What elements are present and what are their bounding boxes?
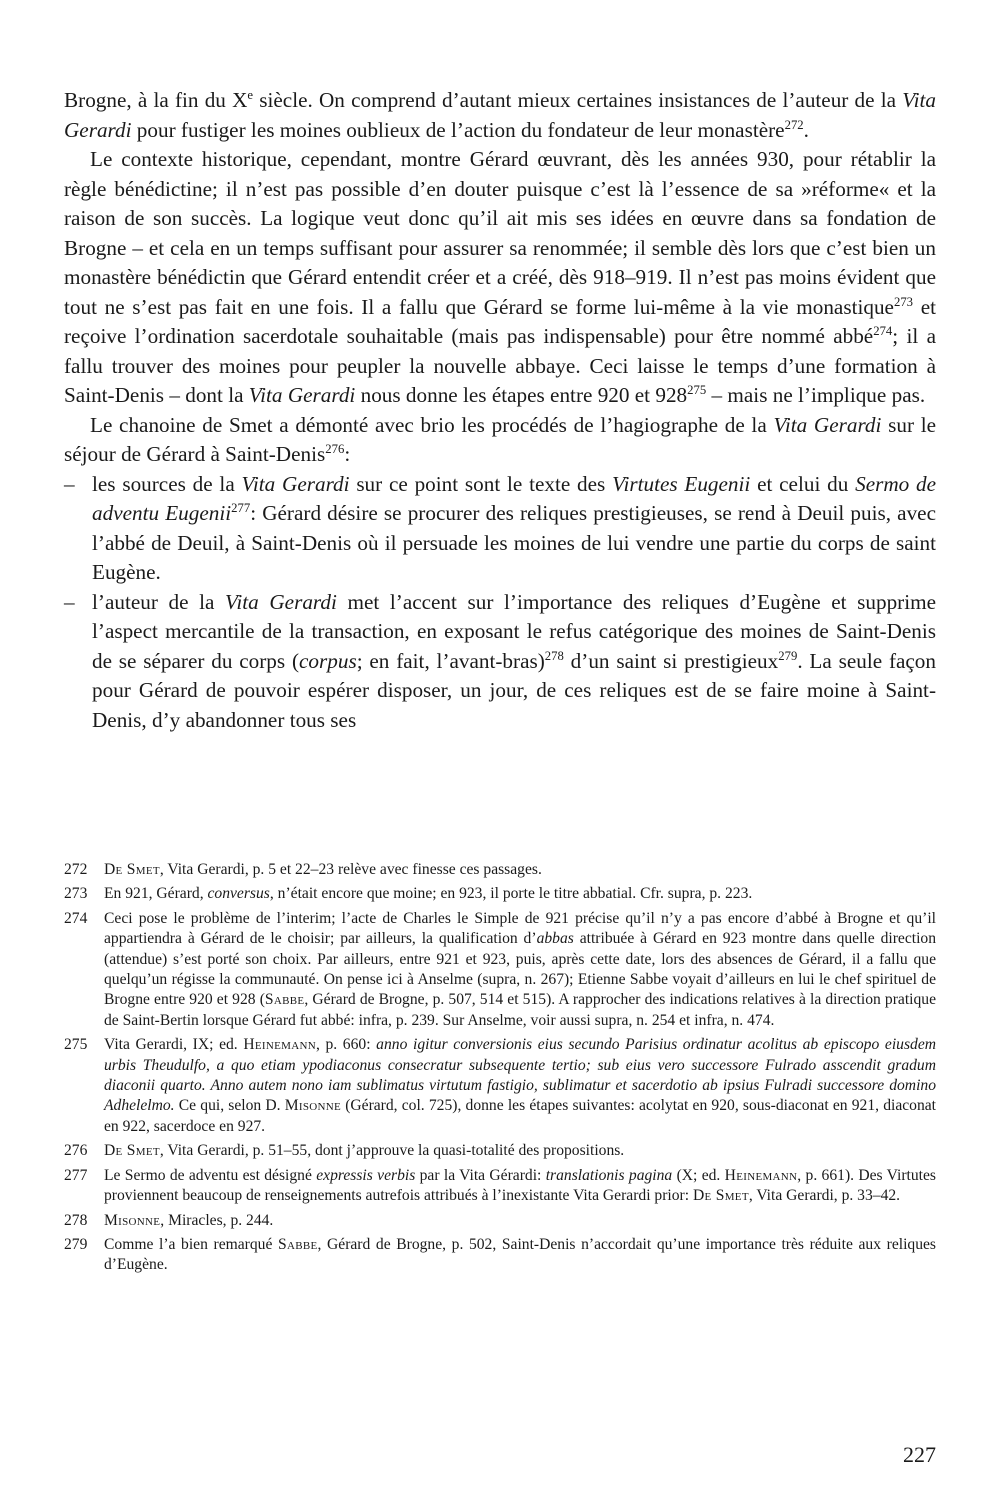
dash-bullet: – <box>64 471 75 496</box>
dash-bullet: – <box>64 589 75 614</box>
footnotes <box>64 860 936 1280</box>
list-item: – les sources de la Vita Gerardi sur ce point sont le texte des Virtutes Eugenii et celui du Sermo de adventu Eugenii$^{277}$: Gérard désire se procurer des reliques prestigieuses, se rend à Deuil puis, avec l’abbé de Deuil, à Saint-Denis où il persuade les moines de lui vendre une partie du corps de saint Eugène. <box>64 471 937 584</box>
footnote-277: 277 Le Sermo de adventu est désigné expressis verbis par la Vita Gérardi: translationis pagina (X; ed. Heinemann, p. 661). Des Virtutes proviennent beaucoup de renseignements autrefois attribués à l’inexistante Vita Gerardi prior: De Smet, Vita Gerardi, p. 33–42. <box>64 1166 936 1205</box>
footnote-275: 275 Vita Gerardi, IX; ed. Heinemann, p. 660: anno igitur conversionis eius secundo Parisius ordinatur acolitus ab episcopo eiusdem urbis Theudulfo, a quo etiam ypodiaconus consecratur subsequente tertio; sub eius vero successore Fulrado asscendit gradum diaconii quarto. Anno autem nono iam sublimatus virtutum fastigio, sublimatur et sacerdotio ab ipsius Fulradi successore domino Adhelelmo. Ce qui, selon D. Misonne (Gérard, col. 725), donne les étapes suivantes: acolytat en 920, sous-diaconat en 921, diaconat en 922, sacerdoce en 927. <box>64 1036 937 1135</box>
footnote-ref-276: 276 <box>325 441 345 456</box>
footnote-ref-273: 273 <box>893 294 914 309</box>
footnote-number: 277 <box>64 1166 88 1184</box>
footnote-number: 278 <box>64 1211 88 1229</box>
footnote-272: 272 De Smet, Vita Gerardi, p. 5 et 22–23 relève avec finesse ces passages. <box>64 860 936 880</box>
main-text <box>64 86 936 735</box>
footnote-ref-279: 279 <box>778 648 798 663</box>
page-number: 227 <box>903 1442 936 1467</box>
body-text <box>64 86 936 735</box>
footnote-279: 279 Comme l’a bien remarqué Sabbe, Gérard de Brogne, p. 502, Saint-Denis n’accordait qu’une importance très réduite aux reliques d’Eugène. <box>64 1235 936 1274</box>
footnote-ref-275: 275 <box>687 382 707 397</box>
footnote-ref-274: 274 <box>873 323 893 338</box>
footnote-278: 278 Misonne, Miracles, p. 244. <box>64 1211 936 1231</box>
footnote-273: 273 En 921, Gérard, conversus, n’était encore que moine; en 923, il porte le titre abbatial. Cfr. supra, p. 223. <box>64 884 936 904</box>
footnote-ref-277: 277 <box>231 500 251 515</box>
paragraph-2: Le contexte historique, cependant, montre Gérard œuvrant, dès les années 930, pour rétablir la règle bénédictine; il n’est pas possible d’en douter puisque c’est là l’essence de sa »réforme« et la raison de son succès. La logique veut donc qu’il ait mis ses idées en œuvre dans sa fondation de Brogne – et cela en un temps suffisant pour assurer sa renommée; il semble dès lors que c’est bien un monastère bénédictin que Gérard entendit créer et a créé, dès 918–919. Il n’est pas moins évident que tout ne s’est pas fait en une fois. Il a fallu que Gérard se forme lui-même à la vie monastique$^{273}$ et reçoive l’ordination sacerdotale souhaitable (mais pas indispensable) pour être nommé abbé$^{274}$; il a fallu trouver des moines pour peupler la nouvelle abbaye. Ceci laisse le temps d’une formation à Saint-Denis – dont la Vita Gerardi nous donne les étapes entre 920 et $928^{275}$ – mais ne l’implique pas. <box>64 147 936 407</box>
footnote-274: 274 Ceci pose le problème de l’interim; l’acte de Charles le Simple de 921 précise qu’il n’y a pas encore d’abbé à Brogne et qu’il appartiendra à Gérard de le choisir; par ailleurs, la qualification d’abbas attribuée à Gérard en 923 montre dans quelle direction (attendue) s’est porté son choix. Par ailleurs, entre 921 et 923, puis, après cette date, lors des absences de Gérard, il a fallu que quelqu’un régisse la communauté. On pense ici à Anselme (supra, n. 267); Etienne Sabbe voyait d’ailleurs en lui le chef spirituel de Brogne entre 920 et 928 (Sabbe, Gérard de Brogne, p. 507, 514 et 515). A rapprocher des indications relatives à la direction pratique de Saint-Bertin lorsque Gérard fut abbé: infra, p. 239. Sur Anselme, voir aussi supra, n. 254 et infra, n. 474. <box>64 909 936 1029</box>
footnote-number: 279 <box>64 1235 88 1253</box>
footnote-276: 276 De Smet, Vita Gerardi, p. 51–55, dont j’approuve la quasi-totalité des propositions. <box>64 1141 936 1161</box>
paragraph-1: Brogne, à la fin du Xe siècle. On comprend d’autant mieux certaines insistances de l’auteur de la Vita Gerardi pour fustiger les moines oublieux de l’action du fondateur de leur monastère$^{272}$. <box>64 87 937 142</box>
footnote-number: 272 <box>64 861 88 878</box>
superscript: e <box>247 87 254 102</box>
footnote-number: 276 <box>64 1142 88 1160</box>
footnote-ref-272: 272 <box>784 117 804 132</box>
footnote-number: 275 <box>64 1036 88 1054</box>
footnote-number: 273 <box>64 885 88 903</box>
footnote-ref-278: 278 <box>544 648 564 663</box>
list-item: – l’auteur de la Vita Gerardi met l’accent sur l’importance des reliques d’Eugène et supprime l’aspect mercantile de la transaction, en exposant le refus catégorique des moines de Saint-Denis de se séparer du corps (corpus; en fait, l’avant-bras)$^{278}$ d’un saint si prestigieux$^{279}$. La seule façon pour Gérard de pouvoir espérer disposer, un jour, de ces reliques est de se faire moine à Saint-Denis, d’y abandonner tous ses <box>64 589 937 732</box>
paragraph-3: Le chanoine de Smet a démonté avec brio les procédés de l’hagiographe de la Vita Gerardi sur le séjour de Gérard à Saint-Denis$^{276}$: <box>64 412 937 466</box>
footnote-number: 274 <box>64 909 88 927</box>
